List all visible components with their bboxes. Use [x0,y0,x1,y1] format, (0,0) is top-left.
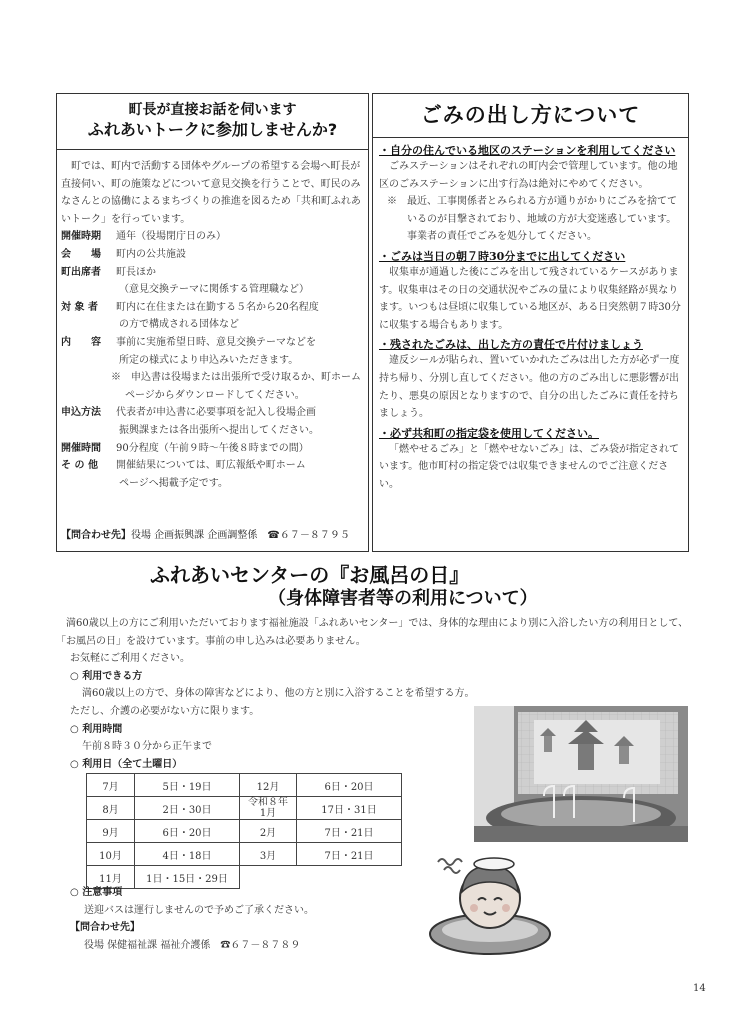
gomi-box [372,93,689,552]
fureai-talk-intro: 町では、町内で活動する団体やグループの希望する会場へ町長が直接伺い、町の施策などについて意見交換を行うことで、町民のみなさんとの協働によるまちづくりの推進を図るため「共和町ふれあいトーク」を行っています。 [61,161,361,225]
talk-item-period: 開催時期 通年（役場閉庁日のみ） [61,231,226,243]
talk-content-note: ※ 申込書は役場または出張所で受け取るか、町ホームページからダウンロードしてください。 [111,372,361,401]
page-number: 14 [693,983,706,994]
talk-item-apply: 申込方法 代表者が申込書に必要事項を記入し役場企画 [61,407,316,419]
table-row: 11月 1日・15日・29日 [87,866,402,889]
ofuro-days-heading: ○ 利用日（全て土曜日） [70,758,183,770]
ofuro-title-line1: ふれあいセンターの『お風呂の日』 [150,563,470,587]
talk-content-sub: 所定の様式により申込みいただきます。 [119,354,299,366]
gomi-text-bag: 「燃やせるごみ」と「燃やせないごみ」は、ごみ袋が指定されています。他市町村の指定袋では収集できませんのでご注意ください。 [379,443,679,490]
ofuro-time-heading: ○ 利用時間 [70,723,123,735]
gomi-heading-time: ・ごみは当日の朝７時30分までに出してください [379,249,626,263]
fureai-talk-title-line1: 町長が直接お話を伺います [128,102,297,118]
fureai-talk-content [57,150,368,492]
talk-target-sub: の方で構成される団体など [119,319,239,331]
gomi-heading-responsibility: ・残されたごみは、出した方の責任で片付けましょう [379,338,643,352]
gomi-title: ごみの出し方について [373,94,688,138]
ofuro-intro: 満60歳以上の方にご利用いただいております福祉施設「ふれあいセンター」では、身体的な理由により別に入浴したい方の利用日として、「お風呂の日」を設けています。事前の申し込みは必要ありません。 [56,618,689,647]
gomi-section-bag [379,426,682,494]
ofuro-who-line2: ただし、介護の必要がない方に限ります。 [70,705,260,717]
talk-apply-sub: 振興課または各出張所へ提出してください。 [119,424,319,436]
fureai-talk-header [57,94,368,150]
gomi-note-station: ※ 最近、工事関係者とみられる方が通りがかりにごみを捨てているのが目撃されており、地域の方が大変迷惑しています。事業者の責任でごみを処分してください。 [387,196,677,243]
talk-item-other: そ の 他 開催結果については、町広報紙や町ホーム [61,460,306,472]
gomi-section-time [379,249,682,334]
talk-item-content: 内 容 事前に実施希望日時、意見交換テーマなどを [61,336,316,348]
gomi-heading-bag: ・必ず共和町の指定袋を使用してください。 [379,426,599,440]
ofuro-intro2: お気軽にご利用ください。 [70,653,190,665]
talk-item-time: 開催時間 90分程度（午前９時～午後８時までの間） [61,442,309,454]
table-row: 9月 6日・20日 2月 7日・21日 [87,820,402,843]
talk-item-target: 対 象 者 町内に在住または在勤する５名から20名程度 [61,301,319,313]
ofuro-time-value: 午前８時３０分から正午まで [82,741,212,753]
ofuro-note-heading: ○ 注意事項 [70,887,123,898]
gomi-section-station [379,143,682,246]
ofuro-note-value: 送迎バスは運行しませんので予めご了承ください。 [84,904,314,916]
talk-item-venue: 会 場 町内の公共施設 [61,248,186,260]
table-row: 8月 2日・30日 令和８年 1月 17日・31日 [87,797,402,820]
bathing-person-illustration [428,848,552,958]
talk-contact: 【問合わせ先】役場 企画振興課 企画調整係 ☎６７－８７９５ [61,530,350,541]
ofuro-schedule-table [86,773,402,889]
gomi-content [373,138,688,494]
bath-photo [474,706,688,842]
ofuro-contact-heading: 【問合わせ先】 [70,922,140,934]
table-row: 10月 4日・18日 3月 7日・21日 [87,843,402,866]
table-row: 7月 5日・19日 12月 6日・20日 [87,774,402,797]
gomi-text-responsibility: 違反シールが貼られ、置いていかれたごみは出した方が必ず一度持ち帰り、分別し直してください。他の方のごみ出しに悪影響が出たり、悪臭の原因となりますので、自分の出したごみに責任を持ちましょう。 [379,355,680,420]
ofuro-title [150,562,590,610]
gomi-heading-station: ・自分の住んでいる地区のステーションを利用してください [379,144,676,157]
ofuro-who-heading: ○ 利用できる方 [70,670,143,682]
talk-item-attendee: 町出席者 町長ほか [61,266,156,278]
fureai-talk-title-line2: ふれあいトークに参加しませんか? [87,120,338,139]
gomi-text-station: ごみステーションはそれぞれの町内会で管理しています。他の地区のごみステーションに出す行為は絶対にやめてください。 [379,161,678,190]
bath-photo-image [474,706,688,842]
talk-attendee-sub: （意見交換テーマに関係する管理職など） [119,284,309,296]
bathing-person-icon [428,848,552,958]
ofuro-title-line2: （身体障害者等の利用について） [268,588,538,609]
talk-other-sub: ページへ掲載予定です。 [119,477,228,489]
fureai-talk-box [56,93,369,552]
gomi-text-time: 収集車が通過した後にごみを出して残されているケースがあります。収集車はその日の交通状況やごみの量により収集経路が異なります。いつもは昼頃に収集している地区が、ある日突然朝７時30分に収集する場合もあります。 [379,266,681,331]
gomi-section-responsibility [379,337,682,422]
ofuro-who-line1: 満60歳以上の方で、身体の障害などにより、他の方と別に入浴することを希望する方。 [82,688,475,700]
ofuro-contact-value: 役場 保健福祉課 福祉介護係 ☎６７－８７８９ [84,939,301,951]
